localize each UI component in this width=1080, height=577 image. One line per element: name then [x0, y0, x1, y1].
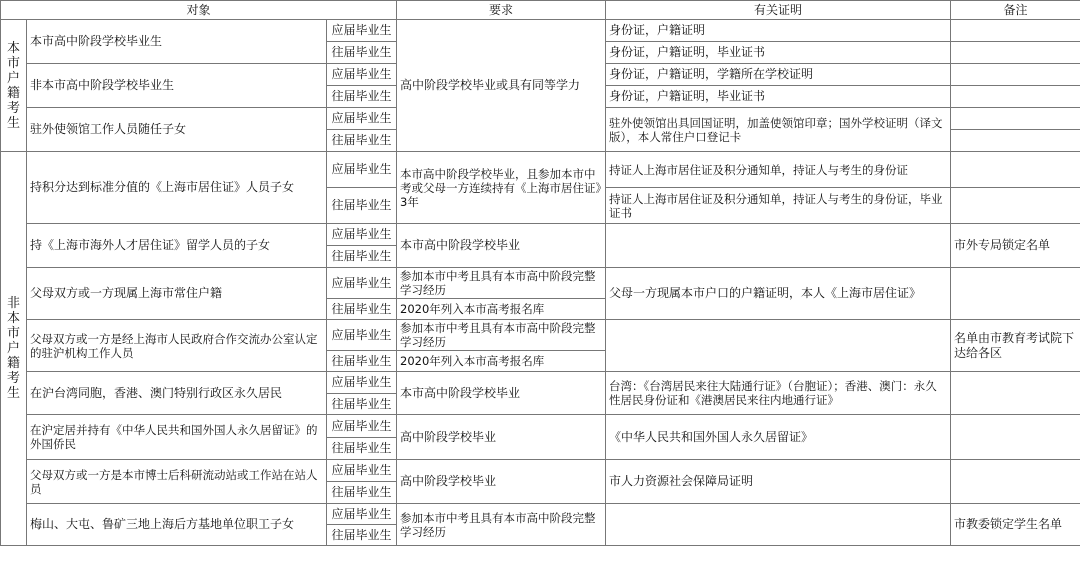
note-cell: 市教委锁定学生名单 [951, 504, 1080, 546]
object-cell: 持《上海市海外人才居住证》留学人员的子女 [27, 224, 327, 268]
status-past: 往届毕业生 [327, 188, 397, 224]
status-current: 应届毕业生 [327, 460, 397, 482]
proof-cell: 驻外使领馆出具回国证明，加盖使领馆印章；国外学校证明（译文版），本人常住户口登记卡 [606, 108, 951, 152]
status-past: 往届毕业生 [327, 525, 397, 546]
note-cell [951, 64, 1080, 86]
object-cell: 在沪定居并持有《中华人民共和国外国人永久居留证》的外国侨民 [27, 415, 327, 460]
proof-cell: 身份证，户籍证明，毕业证书 [606, 42, 951, 64]
table-row [1, 372, 1080, 394]
table-row [1, 268, 1080, 299]
requirement-cell: 参加本市中考且具有本市高中阶段完整学习经历 [397, 268, 606, 299]
note-cell [951, 188, 1080, 224]
requirement-cell: 高中阶段学校毕业 [397, 460, 606, 504]
status-current: 应届毕业生 [327, 372, 397, 394]
status-current: 应届毕业生 [327, 415, 397, 438]
table-row [1, 152, 1080, 188]
note-cell [951, 130, 1080, 152]
status-past: 往届毕业生 [327, 482, 397, 504]
group-label-local: 本市户籍考生 [1, 20, 27, 152]
note-cell [951, 415, 1080, 460]
status-past: 往届毕业生 [327, 86, 397, 108]
note-cell: 市外专局锁定名单 [951, 224, 1080, 268]
proof-cell: 身份证，户籍证明，毕业证书 [606, 86, 951, 108]
status-past: 往届毕业生 [327, 438, 397, 460]
group-label-nonlocal: 非本市户籍考生 [1, 152, 27, 546]
status-current: 应届毕业生 [327, 268, 397, 299]
object-cell: 在沪台湾同胞，香港、澳门特别行政区永久居民 [27, 372, 327, 415]
proof-cell: 台湾：《台湾居民来往大陆通行证》（台胞证）；香港、澳门：永久性居民身份证和《港澳居民来往内地通行证》 [606, 372, 951, 415]
requirement-cell: 高中阶段学校毕业或具有同等学力 [397, 20, 606, 152]
note-cell [951, 372, 1080, 415]
object-cell: 父母双方或一方是本市博士后科研流动站或工作站在站人员 [27, 460, 327, 504]
requirement-cell: 本市高中阶段学校毕业，且参加本市中考或父母一方连续持有《上海市居住证》3年 [397, 152, 606, 224]
note-cell [951, 460, 1080, 504]
note-cell [951, 152, 1080, 188]
note-cell [951, 20, 1080, 42]
requirement-cell: 高中阶段学校毕业 [397, 415, 606, 460]
proof-cell: 父母一方现属本市户口的户籍证明，本人《上海市居住证》 [606, 268, 951, 320]
proof-cell [606, 504, 951, 546]
note-cell: 名单由市教育考试院下达给各区 [951, 320, 1080, 372]
proof-cell: 身份证，户籍证明 [606, 20, 951, 42]
status-past: 往届毕业生 [327, 394, 397, 415]
proof-cell: 市人力资源社会保障局证明 [606, 460, 951, 504]
status-current: 应届毕业生 [327, 320, 397, 351]
requirement-cell: 参加本市中考且具有本市高中阶段完整学习经历 [397, 504, 606, 546]
table-row [1, 320, 1080, 351]
table-row [1, 460, 1080, 482]
table-row [1, 504, 1080, 525]
status-past: 往届毕业生 [327, 299, 397, 320]
proof-cell: 持证人上海市居住证及积分通知单，持证人与考生的身份证，毕业证书 [606, 188, 951, 224]
status-past: 往届毕业生 [327, 351, 397, 372]
status-current: 应届毕业生 [327, 64, 397, 86]
proof-cell: 身份证，户籍证明，学籍所在学校证明 [606, 64, 951, 86]
requirement-cell: 2020年列入本市高考报名库 [397, 299, 606, 320]
table-row [1, 224, 1080, 246]
header-proof: 有关证明 [606, 1, 951, 20]
note-cell [951, 42, 1080, 64]
note-cell [951, 268, 1080, 320]
status-current: 应届毕业生 [327, 108, 397, 130]
object-cell: 梅山、大屯、鲁矿三地上海后方基地单位职工子女 [27, 504, 327, 546]
requirement-cell: 本市高中阶段学校毕业 [397, 372, 606, 415]
header-object: 对象 [1, 1, 397, 20]
object-cell: 驻外使领馆工作人员随任子女 [27, 108, 327, 152]
object-cell: 父母双方或一方是经上海市人民政府合作交流办公室认定的驻沪机构工作人员 [27, 320, 327, 372]
table-row [1, 20, 1080, 42]
status-current: 应届毕业生 [327, 152, 397, 188]
status-past: 往届毕业生 [327, 42, 397, 64]
proof-cell [606, 320, 951, 372]
header-note: 备注 [951, 1, 1080, 20]
proof-cell [606, 224, 951, 268]
status-past: 往届毕业生 [327, 246, 397, 268]
status-current: 应届毕业生 [327, 20, 397, 42]
proof-cell: 《中华人民共和国外国人永久居留证》 [606, 415, 951, 460]
object-cell: 持积分达到标准分值的《上海市居住证》人员子女 [27, 152, 327, 224]
note-cell [951, 86, 1080, 108]
object-cell: 父母双方或一方现属上海市常住户籍 [27, 268, 327, 320]
header-requirement: 要求 [397, 1, 606, 20]
table-row [1, 415, 1080, 438]
header-row [1, 1, 1080, 20]
status-current: 应届毕业生 [327, 224, 397, 246]
requirement-cell: 参加本市中考且具有本市高中阶段完整学习经历 [397, 320, 606, 351]
proof-cell: 持证人上海市居住证及积分通知单，持证人与考生的身份证 [606, 152, 951, 188]
note-cell [951, 108, 1080, 130]
status-past: 往届毕业生 [327, 130, 397, 152]
status-current: 应届毕业生 [327, 504, 397, 525]
object-cell: 非本市高中阶段学校毕业生 [27, 64, 327, 108]
object-cell: 本市高中阶段学校毕业生 [27, 20, 327, 64]
requirement-cell: 2020年列入本市高考报名库 [397, 351, 606, 372]
requirement-cell: 本市高中阶段学校毕业 [397, 224, 606, 268]
